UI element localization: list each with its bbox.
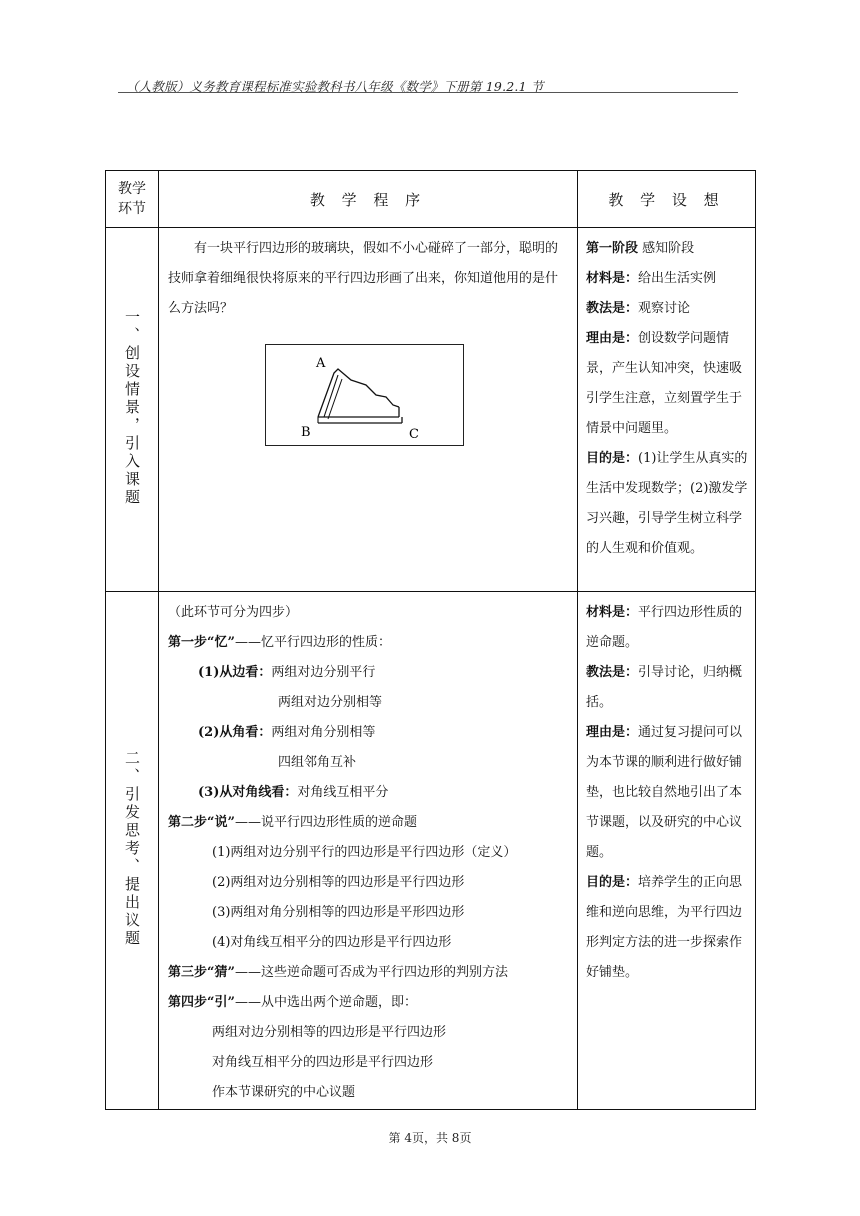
- page-footer: 第 4页，共 8页: [388, 1131, 472, 1145]
- header-design: 教 学 设 想: [578, 171, 756, 228]
- step1-line: 第一步“忆”——忆平行四边形的性质：: [168, 635, 391, 650]
- design2-line-1: 材料是：平行四边形性质的逆命题。: [586, 605, 743, 650]
- broken-parallelogram-figure: [265, 344, 464, 446]
- stage2-intro: （此环节可分为四步）: [168, 605, 299, 620]
- step3-line: 第三步“猜”——这些逆命题可否成为平行四边形的判别方法: [168, 965, 508, 980]
- angle-line-b: 四组邻角互补: [278, 755, 357, 770]
- label-b: B: [301, 425, 311, 440]
- stage1-label: 一、创设情景，引入课题: [123, 308, 141, 507]
- side-line-a: (1)从边看：两组对边分别平行: [198, 665, 376, 680]
- stage1-procedure: [159, 228, 578, 592]
- header-procedure: 教 学 程 序: [159, 171, 578, 228]
- stage2-procedure: [159, 592, 578, 1110]
- design1-line-1: 第一阶段 感知阶段: [586, 241, 695, 256]
- label-a: A: [316, 356, 326, 371]
- stage1-cell: [106, 228, 159, 592]
- header-stage: [106, 171, 159, 228]
- chosen-3: 作本节课研究的中心议题: [212, 1085, 356, 1100]
- table-row-stage1: [106, 228, 756, 592]
- converse-1: (1)两组对边分别平行的四边形是平行四边形（定义）: [212, 845, 517, 860]
- converse-2: (2)两组对边分别相等的四边形是平行四边形: [212, 875, 465, 890]
- header-rule: [118, 92, 738, 93]
- design1-line-5: 目的是：(1)让学生从真实的生活中发现数学；(2)激发学习兴趣，引导学生树立科学的人生观和价值观。: [586, 451, 748, 556]
- design2-line-3: 理由是：通过复习提问可以为本节课的顺利进行做好铺垫，也比较自然地引出了本节课题，以及研究的中心议题。: [586, 725, 743, 860]
- table-header-row: [106, 171, 756, 228]
- converse-3: (3)两组对角分别相等的四边形是平形四边形: [212, 905, 465, 920]
- figure-drawing: [266, 345, 463, 445]
- chosen-1: 两组对边分别相等的四边形是平行四边形: [212, 1025, 447, 1040]
- stage1-design: [578, 228, 756, 592]
- stage1-paragraph: 有一块平行四边形的玻璃块，假如不小心碰碎了一部分，聪明的技师拿着细绳很快将原来的平行四边形画了出来，你知道他用的是什么方法吗？: [168, 241, 559, 316]
- table-row-stage2: [106, 592, 756, 1110]
- converse-4: (4)对角线互相平分的四边形是平行四边形: [212, 935, 452, 950]
- label-c: C: [409, 427, 419, 442]
- chosen-2: 对角线互相平分的四边形是平行四边形: [212, 1055, 434, 1070]
- design1-line-2: 材料是：给出生活实例: [586, 271, 717, 286]
- design2-line-2: 教法是：引导讨论，归纳概括。: [586, 665, 743, 710]
- step4-line: 第四步“引”——从中选出两个逆命题，即：: [168, 995, 417, 1010]
- header-stage-label: 教学环节: [118, 181, 146, 217]
- side-line-b: 两组对边分别相等: [278, 695, 383, 710]
- page-header: （人教版）义务教育课程标准实验教科书八年级《数学》下册第 19.2.1 节: [126, 79, 544, 94]
- angle-line-a: (2)从角看：两组对角分别相等: [198, 725, 376, 740]
- design1-line-4: 理由是：创设数学问题情景，产生认知冲突，快速吸引学生注意，立刻置学生于情景中问题里。: [586, 331, 743, 436]
- diag-line: (3)从对角线看：对角线互相平分: [198, 785, 389, 800]
- design2-line-4: 目的是：培养学生的正向思维和逆向思维，为平行四边形判定方法的进一步探索作好铺垫。: [586, 875, 743, 980]
- step2-line: 第二步“说”——说平行四边形性质的逆命题: [168, 815, 417, 830]
- design1-line-3: 教法是：观察讨论: [586, 301, 691, 316]
- stage2-cell: [106, 592, 159, 1110]
- stage2-design: [578, 592, 756, 1110]
- stage2-label: 二、引发思考、提出议题: [123, 749, 141, 948]
- lesson-table: [105, 170, 756, 1110]
